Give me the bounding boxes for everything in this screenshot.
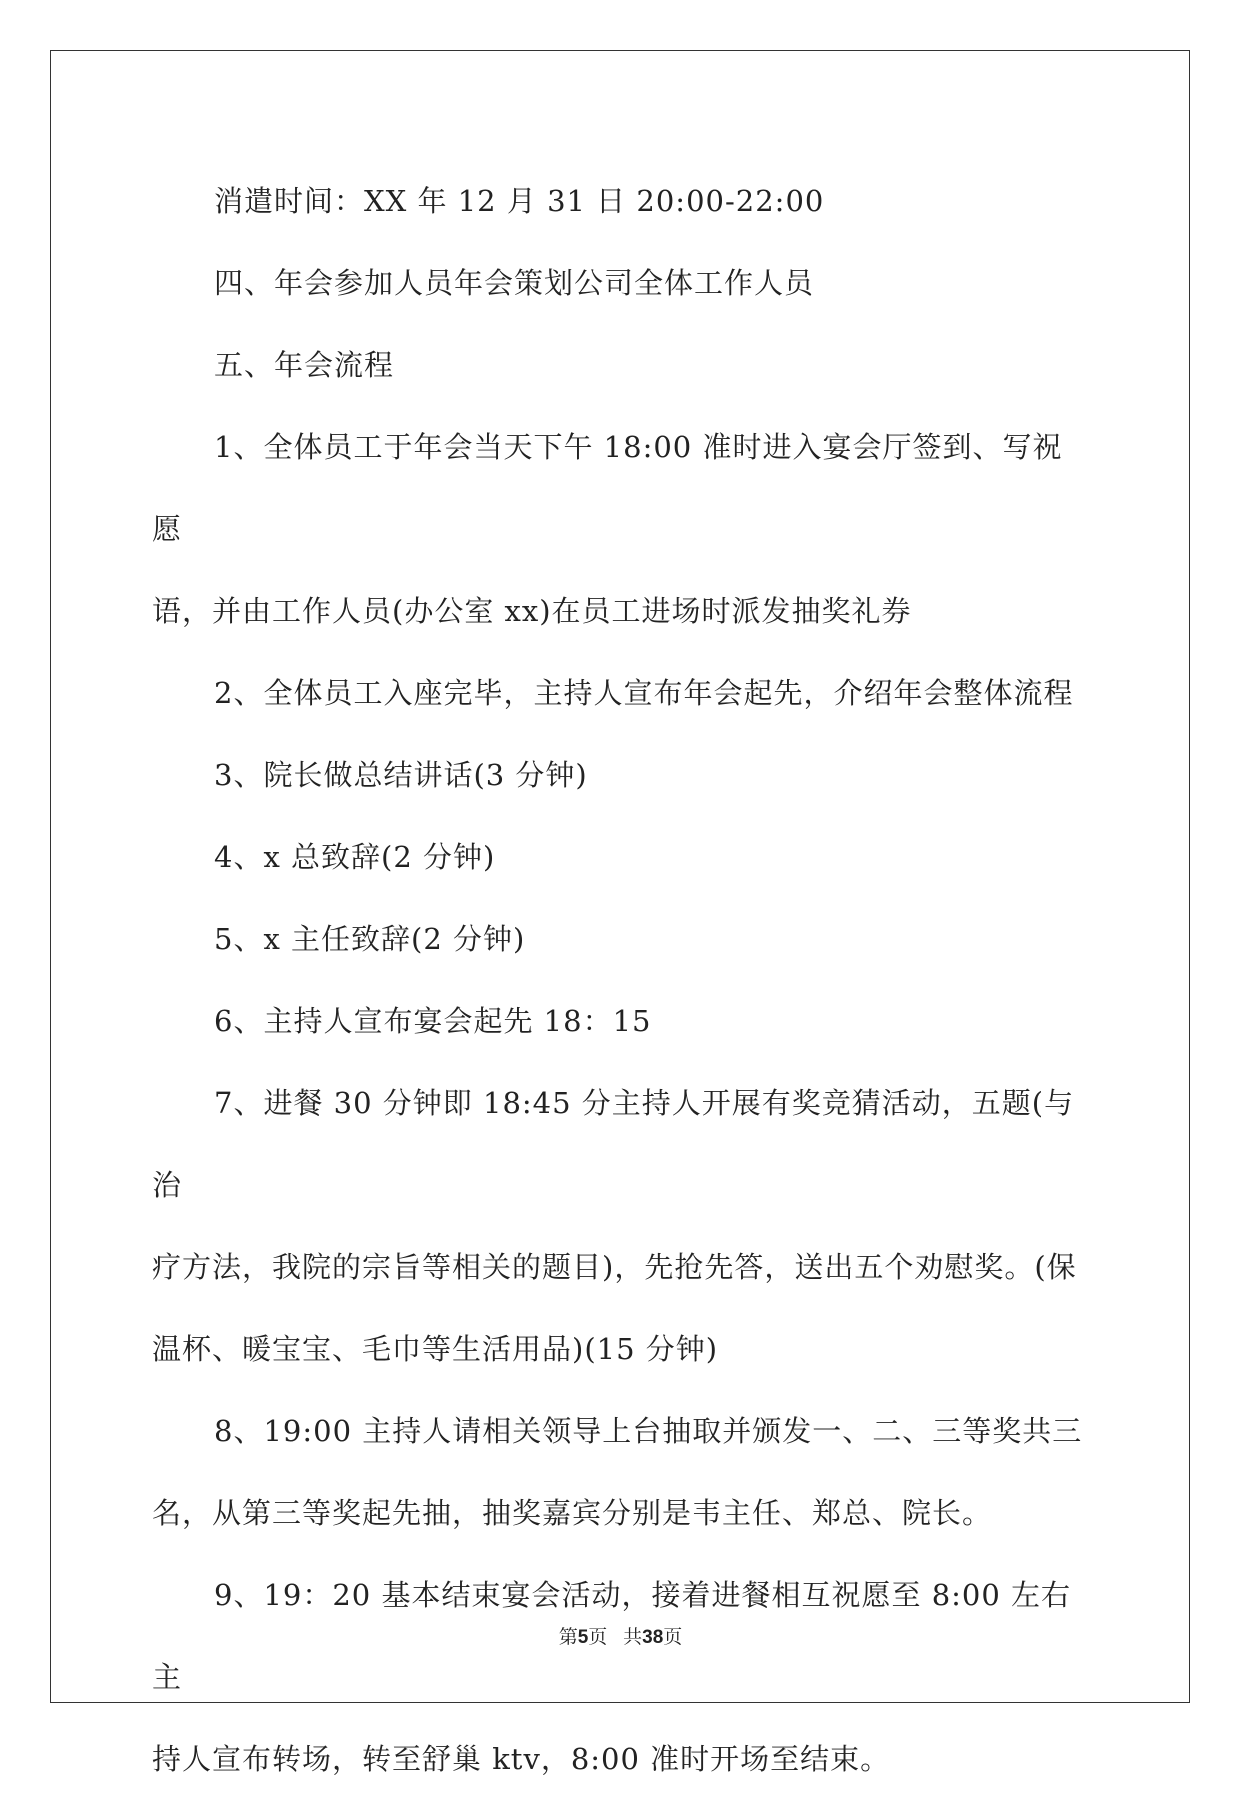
paragraph-step-2: 2、全体员工入座完毕，主持人宣布年会起先，介绍年会整体流程: [214, 676, 1074, 710]
paragraph-step-9: 9、19：20 基本结束宴会活动，接着进餐相互祝愿至 8:00 左右主 持人宣布转场，转至舒巢 ktv，8:00 准时开场至结束。: [152, 1578, 1072, 1776]
total-pages: 38: [642, 1627, 664, 1648]
paragraph-participants: 四、年会参加人员年会策划公司全体工作人员: [214, 266, 815, 300]
paragraph-step-8: 8、19:00 主持人请相关领导上台抽取并颁发一、二、三等奖共三 名，从第三等奖起先抽，抽奖嘉宾分别是韦主任、郑总、院长。: [152, 1414, 1083, 1530]
paragraph-step-3: 3、院长做总结讲话(3 分钟): [214, 758, 588, 792]
paragraph-leisure-time: 消遣时间：XX 年 12 月 31 日 20:00-22:00: [214, 184, 825, 218]
page-prefix: 第: [558, 1627, 578, 1648]
page-footer: [0, 1622, 1241, 1649]
page-suffix: 页: [588, 1627, 608, 1648]
paragraph-step-5: 5、x 主任致辞(2 分钟): [214, 922, 526, 956]
total-suffix: 页: [663, 1627, 683, 1648]
paragraph-step-1: 1、全体员工于年会当天下午 18:00 准时进入宴会厅签到、写祝愿 语，并由工作人员(办公室 xx)在员工进场时派发抽奖礼券: [152, 430, 1063, 628]
page-number: 5: [577, 1627, 589, 1648]
paragraph-step-4: 4、x 总致辞(2 分钟): [214, 840, 496, 874]
section-heading-process: 五、年会流程: [214, 348, 395, 382]
paragraph-step-6: 6、主持人宣布宴会起先 18：15: [214, 1004, 652, 1038]
document-body: [152, 160, 1090, 1800]
paragraph-step-7: 7、进餐 30 分钟即 18:45 分主持人开展有奖竞猜活动，五题(与治 疗方法，我院的宗旨等相关的题目)，先抢先答，送出五个劝慰奖。(保 温杯、暖宝宝、毛巾等生活用品)(15 分钟): [152, 1086, 1077, 1366]
total-prefix: 共: [623, 1627, 643, 1648]
